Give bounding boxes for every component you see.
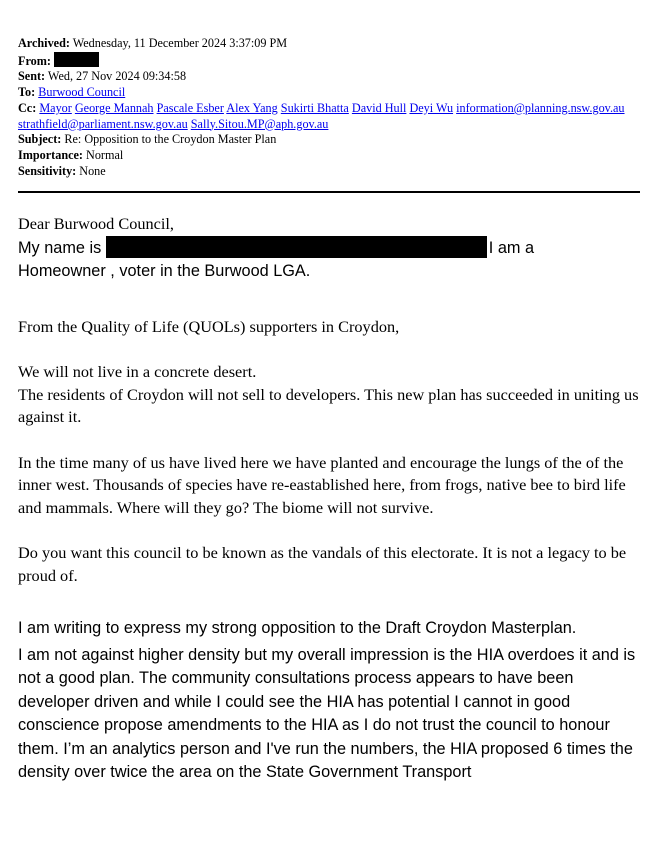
paragraph-residents: The residents of Croydon will not sell to developers. This new plan has succeeded in uniting us against it. bbox=[18, 384, 639, 426]
archived-row bbox=[18, 36, 640, 52]
archived-label: Archived: bbox=[18, 36, 70, 50]
email-header bbox=[18, 36, 640, 179]
sent-row bbox=[18, 69, 640, 85]
intro-line-2: Homeowner , voter in the Burwood LGA. bbox=[18, 262, 311, 280]
intro-prefix: My name is bbox=[18, 238, 102, 257]
cc-link[interactable]: Alex Yang bbox=[226, 100, 278, 115]
importance-row bbox=[18, 148, 640, 164]
cc-link[interactable]: Pascale Esber bbox=[156, 100, 224, 115]
subject-label: Subject: bbox=[18, 132, 62, 147]
greeting: Dear Burwood Council, bbox=[18, 214, 174, 233]
sensitivity-value: None bbox=[79, 163, 106, 178]
cc-row-1 bbox=[18, 101, 640, 117]
subject-value: Re: Opposition to the Croydon Master Plan bbox=[64, 132, 277, 147]
sensitivity-label: Sensitivity: bbox=[18, 163, 77, 178]
paragraph-opposition: I am writing to express my strong opposition to the Draft Croydon Masterplan. bbox=[18, 619, 577, 637]
cc-link[interactable]: Sally.Sitou.MP@aph.gov.au bbox=[190, 116, 329, 131]
from-row bbox=[18, 52, 640, 70]
paragraph-concrete-desert: We will not live in a concrete desert. bbox=[18, 362, 257, 381]
cc-link[interactable]: strathfield@parliament.nsw.gov.au bbox=[18, 116, 188, 131]
cc-link[interactable]: David Hull bbox=[351, 100, 407, 115]
paragraph-quols: From the Quality of Life (QUOLs) supporters in Croydon, bbox=[18, 316, 400, 336]
subject-row bbox=[18, 132, 640, 148]
redacted-sender bbox=[54, 52, 99, 67]
intro-line bbox=[18, 236, 643, 261]
sensitivity-row bbox=[18, 164, 640, 180]
cc-link[interactable]: information@planning.nsw.gov.au bbox=[456, 100, 625, 115]
header-divider bbox=[18, 191, 640, 193]
paragraph-analysis: I am not against higher density but my overall impression is the HIA overdoes it and is not a good plan. The community consultations process appears to have been developer driven and while I could see the HIA has potential I cannot in good conscience propose amendments to the HIA as I do not trust the council to honour them. I’m an analytics person and I've run the numbers, the HIA proposed 6 times the density over twice the area on the State Government Transport bbox=[18, 645, 636, 781]
to-label: To: bbox=[18, 85, 36, 100]
intro-suffix: I am a bbox=[488, 238, 535, 257]
to-row bbox=[18, 85, 640, 101]
cc-link[interactable]: Deyi Wu bbox=[409, 100, 454, 115]
sent-label: Sent: bbox=[18, 69, 46, 84]
paragraph-biome: In the time many of us have lived here we have planted and encourage the lungs of the of the inner west. Thousands of species have re-eastablished here, from frogs, native bee to bird life and mammals. Where will they go? The biome will not survive. bbox=[18, 452, 626, 517]
importance-label: Importance: bbox=[18, 147, 83, 162]
to-recipient-link[interactable]: Burwood Council bbox=[38, 85, 126, 100]
cc-link[interactable]: George Mannah bbox=[74, 100, 154, 115]
redacted-name bbox=[106, 236, 487, 258]
importance-value: Normal bbox=[86, 147, 124, 162]
cc-label: Cc: bbox=[18, 100, 37, 115]
cc-link[interactable]: Mayor bbox=[39, 100, 72, 115]
archived-value: Wednesday, 11 December 2024 3:37:09 PM bbox=[72, 36, 288, 50]
email-body bbox=[18, 213, 643, 785]
cc-row-2 bbox=[18, 117, 640, 133]
paragraph-legacy: Do you want this council to be known as the vandals of this electorate. It is not a legacy to be proud of. bbox=[18, 543, 627, 585]
from-label: From: bbox=[18, 53, 51, 68]
sent-value: Wed, 27 Nov 2024 09:34:58 bbox=[47, 69, 187, 84]
cc-link[interactable]: Sukirti Bhatta bbox=[280, 100, 349, 115]
